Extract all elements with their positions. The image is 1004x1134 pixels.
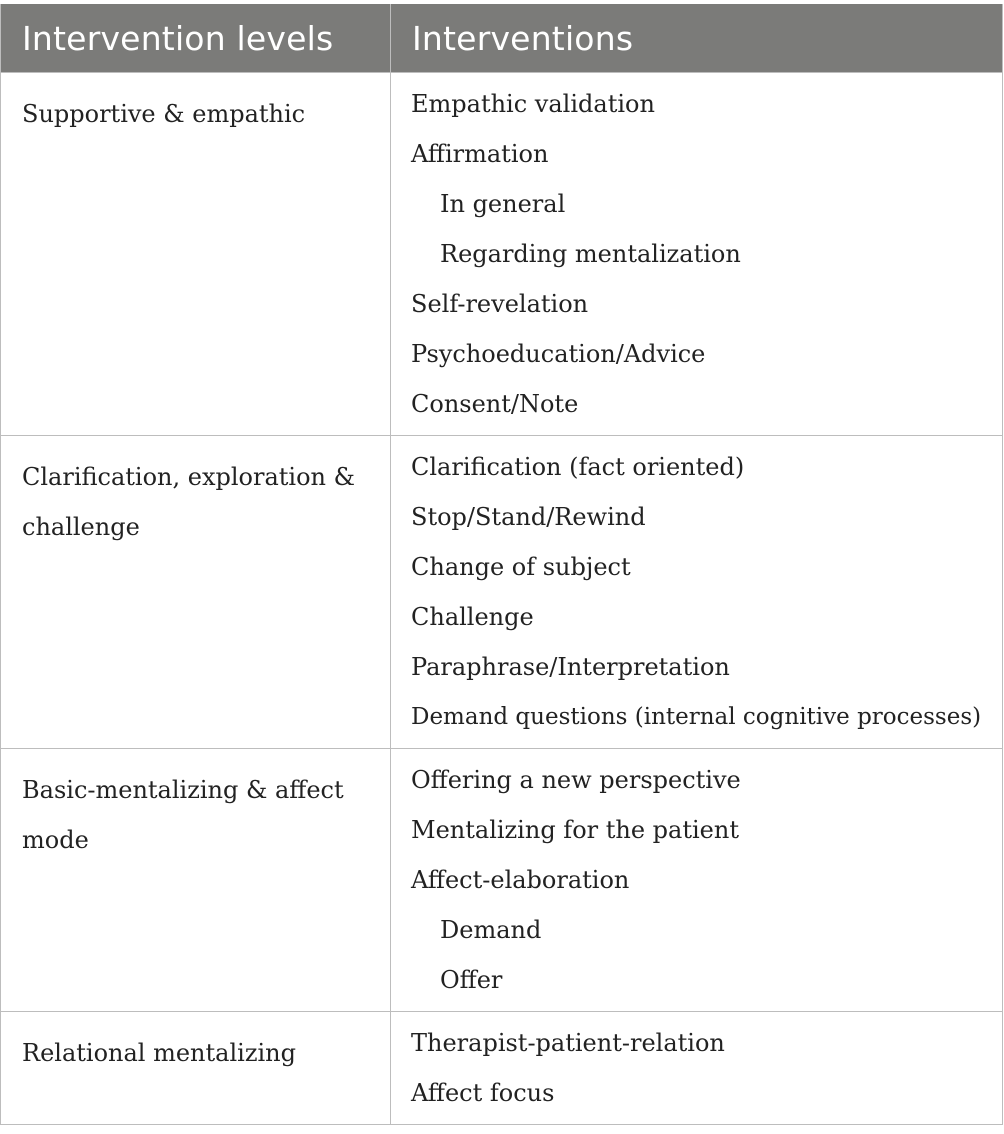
intervention-item: Offering a new perspective (411, 766, 741, 794)
intervention-subitem: In general (440, 190, 566, 218)
intervention-item: Clarification (fact oriented) (411, 453, 745, 481)
level-cell (1, 749, 391, 1012)
intervention-item: Paraphrase/Interpretation (411, 653, 730, 681)
level-label: Clarification, exploration & challenge (22, 463, 355, 541)
intervention-item: Therapist-patient-relation (411, 1029, 725, 1057)
intervention-item: Affirmation (411, 140, 549, 168)
level-cell (1, 1012, 391, 1125)
intervention-item: Affect-elaboration (411, 866, 630, 894)
intervention-subitem: Demand (440, 916, 542, 944)
intervention-item: Challenge (411, 603, 534, 631)
intervention-item: Demand questions (internal cognitive processes) (411, 704, 982, 730)
interventions-cell (391, 436, 1003, 749)
table-row (1, 749, 1003, 1012)
table-row (1, 436, 1003, 749)
level-label: Supportive & empathic (22, 100, 306, 128)
header-intervention-levels: Intervention levels (1, 4, 391, 73)
intervention-subitem: Regarding mentalization (440, 240, 741, 268)
table-row (1, 73, 1003, 436)
intervention-item: Psychoeducation/Advice (411, 340, 706, 368)
level-cell (1, 73, 391, 436)
header-row (1, 4, 1003, 73)
table-row (1, 1012, 1003, 1125)
intervention-item: Self-revelation (411, 290, 589, 318)
interventions-table-container (0, 4, 1002, 1125)
intervention-item: Change of subject (411, 553, 631, 581)
interventions-cell (391, 1012, 1003, 1125)
intervention-item: Consent/Note (411, 390, 579, 418)
header-interventions: Interventions (391, 4, 1003, 73)
level-cell (1, 436, 391, 749)
intervention-item: Affect focus (411, 1079, 555, 1107)
interventions-table (0, 4, 1003, 1125)
level-label: Relational mentalizing (22, 1039, 296, 1067)
interventions-cell (391, 749, 1003, 1012)
intervention-item: Empathic validation (411, 90, 655, 118)
intervention-item: Stop/Stand/Rewind (411, 503, 646, 531)
level-label: Basic-mentalizing & affect mode (22, 776, 344, 854)
intervention-item: Mentalizing for the patient (411, 816, 739, 844)
interventions-cell (391, 73, 1003, 436)
intervention-subitem: Offer (440, 966, 503, 994)
